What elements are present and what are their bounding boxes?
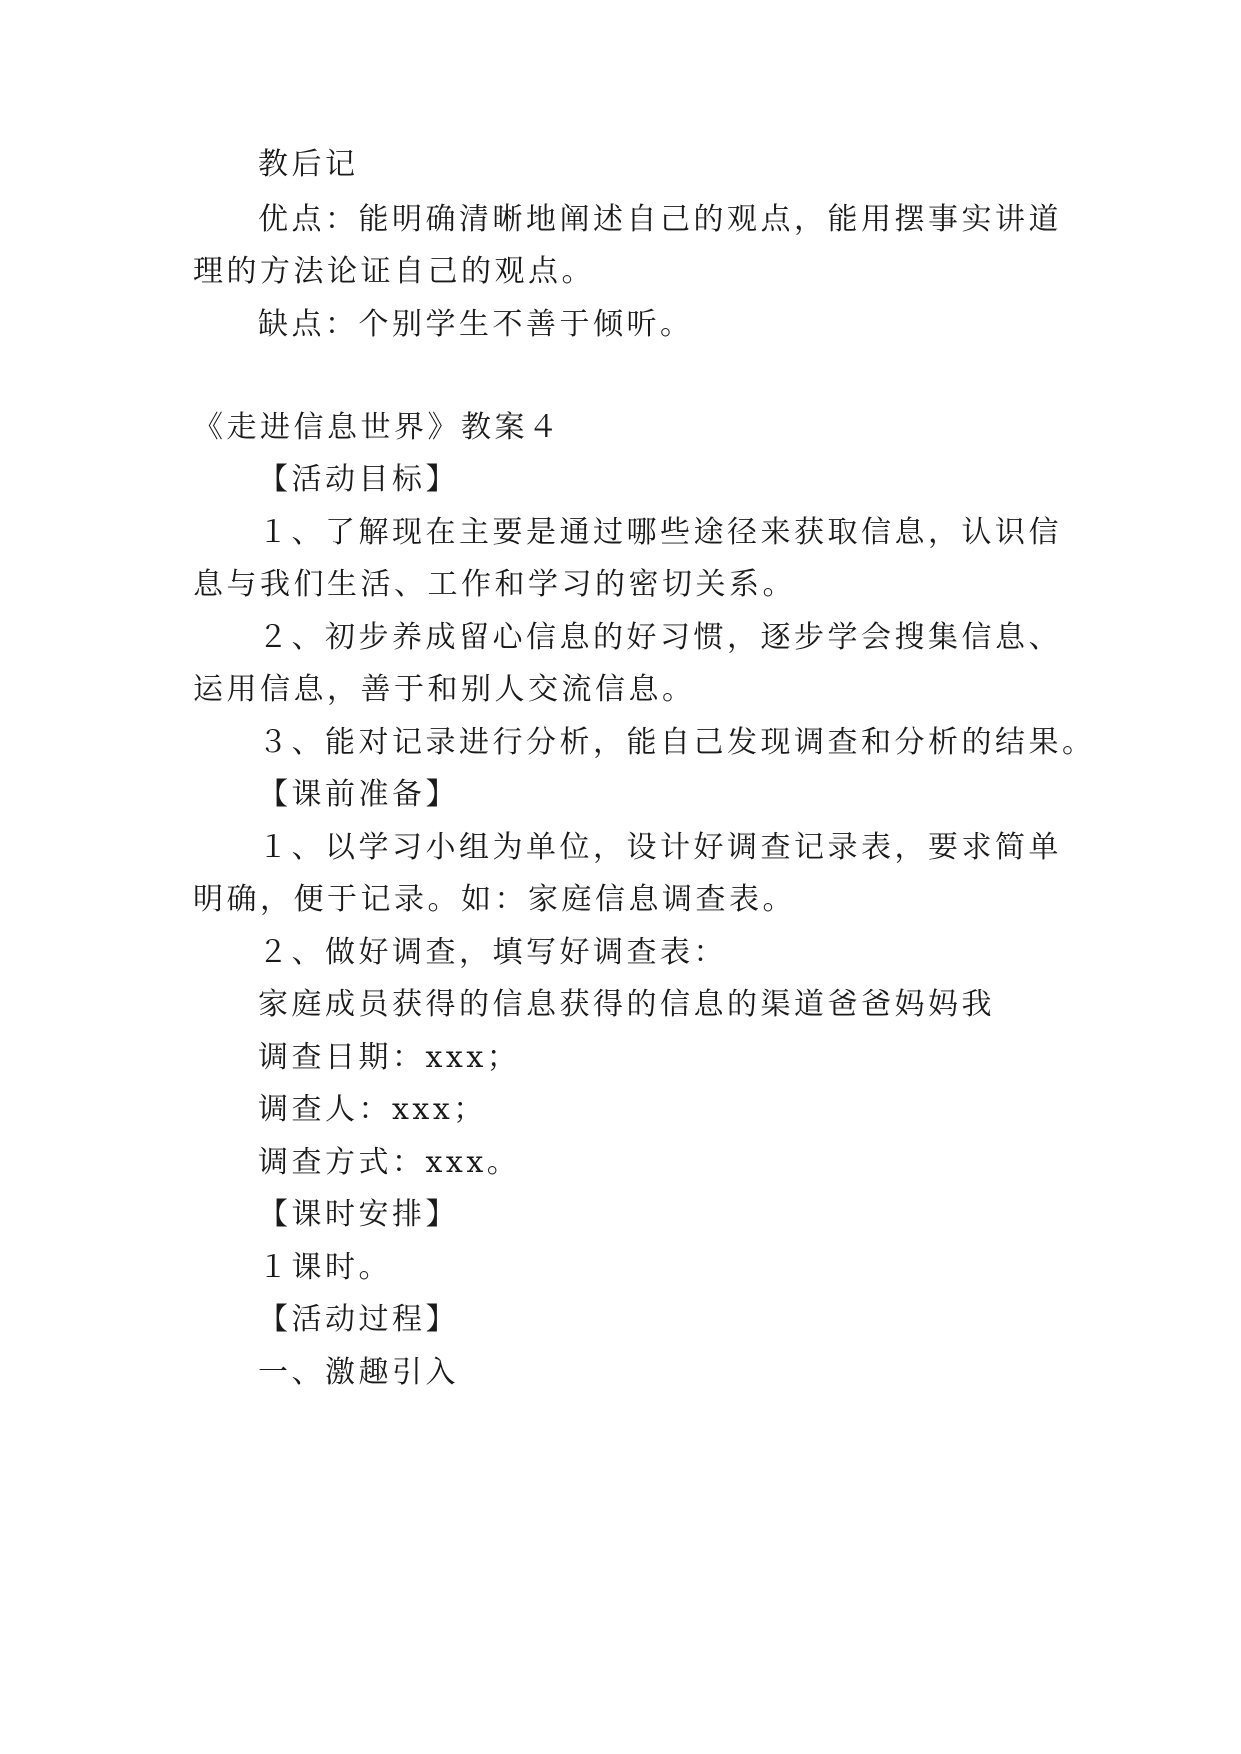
survey-person: 调查人：xxx； xyxy=(258,1092,487,1127)
section-heading-schedule: 【课时安排】 xyxy=(258,1197,459,1232)
section-heading-process: 【活动过程】 xyxy=(258,1302,459,1337)
section-heading-reflection: 教后记 xyxy=(258,147,359,182)
survey-date: 调查日期：xxx； xyxy=(258,1040,521,1075)
paragraph-line: ３、能对记录进行分析，能自己发现调查和分析的结果。 xyxy=(258,725,1096,760)
paragraph-line: 运用信息，善于和别人交流信息。 xyxy=(193,672,696,707)
paragraph-line: 优点：能明确清晰地阐述自己的观点，能用摆事实讲道 xyxy=(258,202,1062,237)
paragraph-line: ２、初步养成留心信息的好习惯，逐步学会搜集信息、 xyxy=(258,620,1062,655)
paragraph-line: ２、做好调查，填写好调查表： xyxy=(258,935,727,970)
paragraph-line: 缺点：个别学生不善于倾听。 xyxy=(258,307,694,342)
paragraph-line: １课时。 xyxy=(258,1250,392,1285)
section-heading-goals: 【活动目标】 xyxy=(258,462,459,497)
paragraph-line: １、了解现在主要是通过哪些途径来获取信息，认识信 xyxy=(258,515,1062,550)
paragraph-line: １、以学习小组为单位，设计好调查记录表，要求简单 xyxy=(258,830,1062,865)
paragraph-line: 明确，便于记录。如：家庭信息调查表。 xyxy=(193,882,796,917)
section-heading-preparation: 【课前准备】 xyxy=(258,777,459,812)
subsection-heading: 一、激趣引入 xyxy=(258,1355,459,1390)
lesson-title: 《走进信息世界》教案４ xyxy=(193,410,562,445)
survey-method: 调查方式：xxx。 xyxy=(258,1145,521,1180)
paragraph-line: 理的方法论证自己的观点。 xyxy=(193,254,595,289)
paragraph-line: 息与我们生活、工作和学习的密切关系。 xyxy=(193,567,796,602)
survey-table-header: 家庭成员获得的信息获得的信息的渠道爸爸妈妈我 xyxy=(258,987,995,1022)
